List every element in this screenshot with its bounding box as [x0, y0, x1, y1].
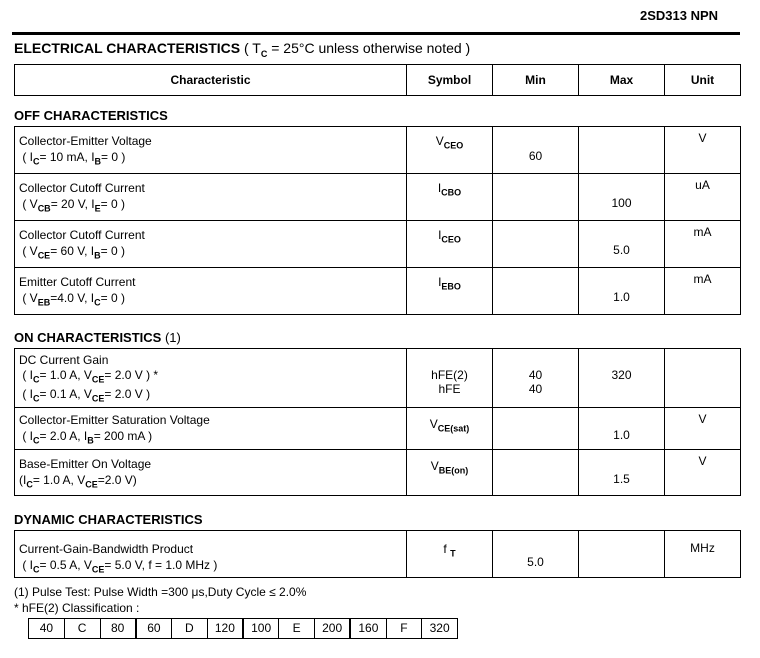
off-section-title: OFF CHARACTERISTICS: [14, 108, 168, 123]
table-row: Emitter Cutoff Current ( $V_{EB}=4.0$ V, $I_C= 0$ ) $I_{EBO}$ 1.0 mA: [15, 268, 741, 315]
title-condition: ( $T_C = 25^\circ C$ unless otherwise noted ): [243, 40, 471, 59]
dynamic-section-title: DYNAMIC CHARACTERISTICS: [14, 512, 203, 527]
header-characteristic: Characteristic: [15, 65, 407, 96]
table-row: Collector-Emitter Saturation Voltage ( $I_C= 2.0$ A, $I_B= 200$ mA ) $V_{CE(sat)}$ 1.0 V: [15, 407, 741, 449]
title-rule: [12, 32, 740, 35]
footnote-pulse-test: (1) Pulse Test: Pulse Width =300 μs,Duty Cycle ≤ 2.0%: [14, 585, 307, 599]
table-row: Collector-Emitter Voltage ( $I_C= 10$ mA, $I_B= 0$ ) $V_{CEO}$ 60 V: [15, 127, 741, 174]
table-row: 40 C 80 60 D 120 100 E 200 160 F 320: [29, 619, 458, 639]
on-section-title: ON CHARACTERISTICS (1): [14, 330, 181, 345]
header-table: [14, 64, 741, 96]
page-title: [14, 40, 470, 59]
title-main: ELECTRICAL CHARACTERISTICS: [14, 40, 241, 56]
header-unit: Unit: [665, 65, 741, 96]
header-symbol: Symbol: [407, 65, 493, 96]
header-max: Max: [579, 65, 665, 96]
table-row: DC Current Gain ( $I_C= 1.0$ A, $V_{CE}= 2.0$ V ) * ( $I_C= 0.1$ A, $V_{CE}= 2.0$ V ) hFE(2) hFE 40 40 320: [15, 349, 741, 408]
classification-table: [28, 618, 458, 639]
table-row: Current-Gain-Bandwidth Product ( $I_C= 0.5$ A, $V_{CE}= 5.0$ V, f = 1.0 MHz ) f $_T$ 5.0 MHz: [15, 531, 741, 578]
table-row: Collector Cutoff Current ( $V_{CB}= 20$ V, $I_E= 0$ ) $I_{CBO}$ 100 uA: [15, 174, 741, 221]
header-min: Min: [493, 65, 579, 96]
off-table: [14, 126, 741, 315]
dynamic-table: [14, 530, 741, 578]
table-row: Base-Emitter On Voltage ($I_C= 1.0$ A, $V_{CE}=2.0$ V) $V_{BE(on)}$ 1.5 V: [15, 449, 741, 495]
on-table: [14, 348, 741, 496]
footnote-classification: * hFE(2) Classification :: [14, 601, 140, 615]
table-row: Collector Cutoff Current ( $V_{CE}= 60$ V, $I_B= 0$ ) $I_{CEO}$ 5.0 mA: [15, 221, 741, 268]
part-number: 2SD313 NPN: [640, 8, 719, 23]
